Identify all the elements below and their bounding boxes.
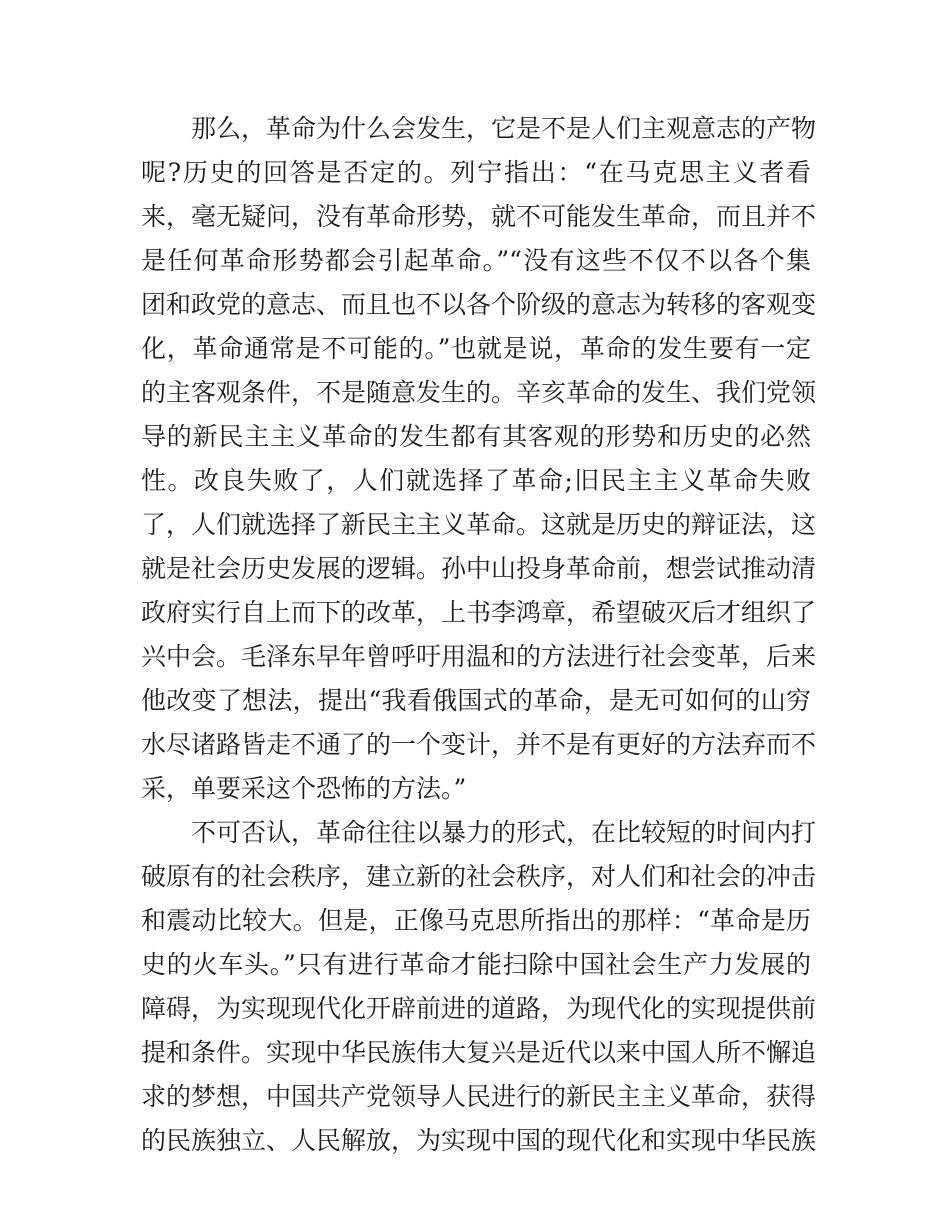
text-line: 导的新民主主义革命的发生都有其客观的形势和历史的必然: [141, 422, 811, 451]
text-line: 障碍，为实现现代化开辟前进的道路，为现代化的实现提供前: [141, 994, 817, 1023]
text-line: 来，毫无疑问，没有革命形势，就不可能发生革命，而且并不: [141, 202, 817, 231]
text-line: 史的火车头。”只有进行革命才能扫除中国社会生产力发展的: [141, 950, 811, 979]
text-line: 就是社会历史发展的逻辑。孙中山投身革命前，想尝试推动清: [141, 554, 817, 583]
text-line: 是任何革命形势都会引起革命。”“没有这些不仅不以各个集: [141, 246, 811, 275]
text-line: 破原有的社会秩序，建立新的社会秩序，对人们和社会的冲击: [141, 862, 817, 891]
text-line: 水尽诸路皆走不通了的一个变计，并不是有更好的方法弃而不: [141, 730, 817, 759]
text-line: 性。改良失败了，人们就选择了革命;旧民主主义革命失败: [141, 466, 811, 495]
text-line: 采，单要采这个恐怖的方法。”: [141, 774, 467, 803]
text-line: 和震动比较大。但是，正像马克思所指出的那样：“革命是历: [141, 906, 811, 935]
text-line: 的民族独立、人民解放，为实现中国的现代化和实现中华民族: [141, 1126, 817, 1155]
text-line: 政府实行自上而下的改革，上书李鸿章，希望破灭后才组织了: [141, 598, 817, 627]
text-line: 求的梦想，中国共产党领导人民进行的新民主主义革命，获得: [141, 1082, 817, 1111]
text-line: 兴中会。毛泽东早年曾呼吁用温和的方法进行社会变革，后来: [141, 642, 817, 671]
text-line: 呢?历史的回答是否定的。列宁指出：“在马克思主义者看: [141, 158, 811, 187]
text-line: 他改变了想法，提出“我看俄国式的革命，是无可如何的山穷: [141, 686, 811, 715]
text-line: 的主客观条件，不是随意发生的。辛亥革命的发生、我们党领: [141, 378, 817, 407]
text-line: 团和政党的意志、而且也不以各个阶级的意志为转移的客观变: [141, 290, 817, 319]
text-line: 那么，革命为什么会发生，它是不是人们主观意志的产物: [191, 114, 817, 143]
text-line: 提和条件。实现中华民族伟大复兴是近代以来中国人所不懈追: [141, 1038, 817, 1067]
text-line: 化，革命通常是不可能的。”也就是说，革命的发生要有一定: [141, 334, 811, 363]
text-line: 了，人们就选择了新民主主义革命。这就是历史的辩证法，这: [141, 510, 817, 539]
text-line: 不可否认，革命往往以暴力的形式，在比较短的时间内打: [191, 818, 817, 847]
